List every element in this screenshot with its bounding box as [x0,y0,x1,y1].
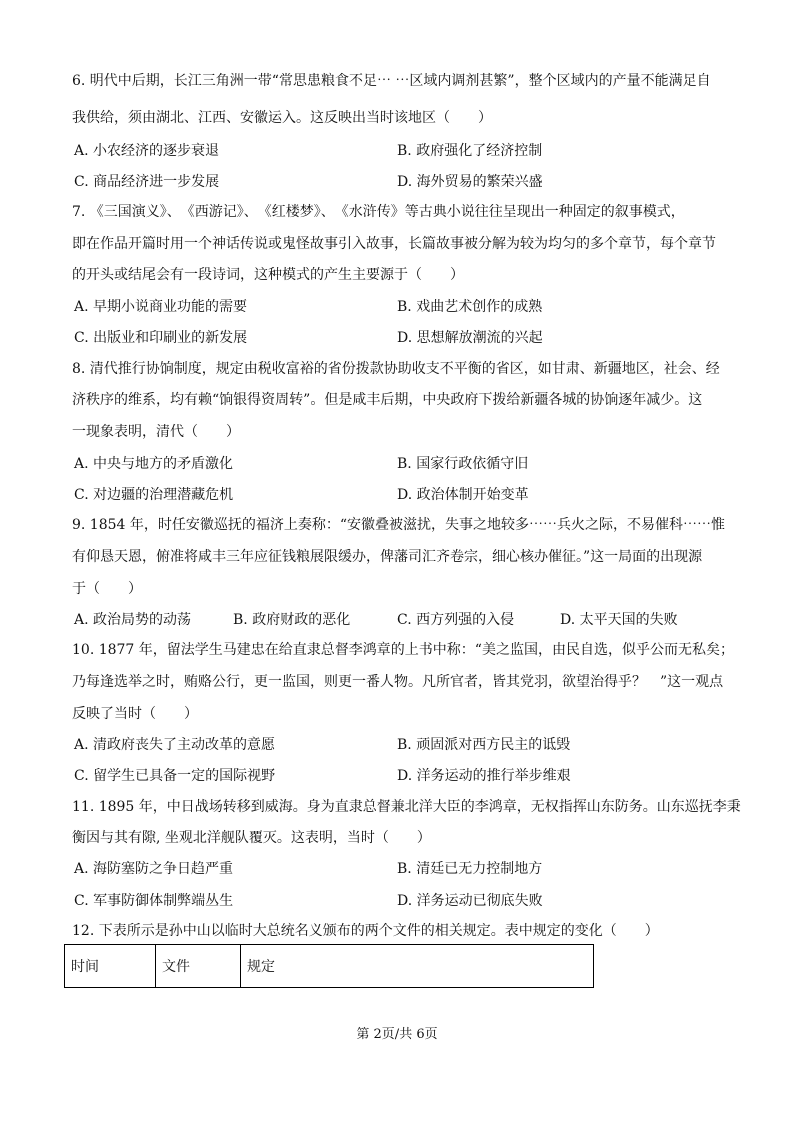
q11-option-b: B. 清廷已无力控制地方 [397,861,543,877]
q6-option-b: B. 政府强化了经济控制 [397,143,543,159]
q7-option-a: A. 早期小说商业功能的需要 [74,299,248,315]
q9-option-d: D. 太平天国的失败 [560,612,678,628]
q11-line-1: 11. 1895 年，中日战场转移到威海。身为直隶总督兼北洋大臣的李鸿章，无权指挥山东防务。山东巡抚李秉 [72,799,741,815]
q10-option-c: C. 留学生已具备一定的国际视野 [74,768,276,784]
q10-line-2: 乃每逢选举之时，贿赂公行，更一监国，则更一番人物。凡所官者，皆其党羽，欲望治得乎？ ”这一观点 [72,674,724,690]
q10-line-1: 10. 1877 年，留法学生马建忠在给直隶总督李鸿章的上书中称：“美之监国，由民自选，似乎公而无私矣； [72,642,734,658]
q9-line-2: 有仰恳天恩，俯准将咸丰三年应征钱粮展限缓办，俾藩司汇齐卷宗，细心核办催征。”这一局面的出现源 [72,549,703,565]
table-header-row [65,945,594,988]
q8-line-3: 一现象表明，清代（ ） [72,424,240,440]
q7-line-1: 7. 《三国演义》、 《西游记》、 《红楼梦》、 《水浒传》等古典小说往往呈现出一种固定的叙事模式， [72,204,685,220]
q7-option-c: C. 出版业和印刷业的新发展 [74,330,248,346]
q9-option-a: A. 政治局势的动荡 [74,612,192,628]
table-header-time: 时间 [65,945,156,988]
q6-line-2: 我供给，须由湖北、江西、安徽运入。这反映出当时该地区（ ） [72,110,492,126]
q11-option-d: D. 洋务运动已彻底失败 [397,893,543,909]
q7-line-3: 的开头或结尾会有一段诗词，这种模式的产生主要源于（ ） [72,267,464,283]
q12-line-1: 12. 下表所示是孙中山以临时大总统名义颁布的两个文件的相关规定。表中规定的变化（ ） [72,923,659,939]
q10-line-3: 反映了当时（ ） [72,706,198,722]
q7-line-2: 即在作品开篇时用一个神话传说或鬼怪故事引入故事，长篇故事被分解为较为均匀的多个章节，每个章节 [72,236,716,252]
q6-line-1: 6. 明代中后期，长江三角洲一带“常思患粮食不足⋯ ⋯区域内调剂甚繁”，整个区域内的产量不能满足自 [72,73,711,89]
regulation-table [64,944,594,988]
q7-option-d: D. 思想解放潮流的兴起 [397,330,543,346]
q9-option-b: B. 政府财政的恶化 [233,612,351,628]
q8-option-a: A. 中央与地方的矛盾激化 [74,456,234,472]
q11-line-2: 衡因与其有隙, 坐观北洋舰队覆灭。这表明，当时（ ） [72,830,431,846]
q6-option-d: D. 海外贸易的繁荣兴盛 [397,174,543,190]
q9-line-3: 于（ ） [72,581,142,597]
q8-line-2: 济秩序的维系，均有赖“饷银得资周转”。但是咸丰后期，中央政府下拨给新疆各城的协饷逐年减少。这 [72,392,703,408]
q9-option-c: C. 西方列强的入侵 [397,612,515,628]
q8-option-d: D. 政治体制开始变革 [397,487,529,503]
q11-option-a: A. 海防塞防之争日趋严重 [74,861,234,877]
table-header-document: 文件 [156,945,241,988]
q6-option-c: C. 商品经济进一步发展 [74,174,220,190]
q6-option-a: A. 小农经济的逐步衰退 [74,143,220,159]
q10-option-b: B. 顽固派对西方民主的诋毁 [397,737,571,753]
q9-line-1: 9. 1854 年，时任安徽巡抚的福济上奏称：“安徽叠被滋扰，失事之地较多⋯⋯兵火之际，不易催科⋯⋯惟 [72,517,726,533]
q10-option-a: A. 清政府丧失了主动改革的意愿 [74,737,276,753]
q8-option-b: B. 国家行政依循守旧 [397,456,529,472]
q7-option-b: B. 戏曲艺术创作的成熟 [397,299,543,315]
table-header-regulation: 规定 [241,945,594,988]
q11-option-c: C. 军事防御体制弊端丛生 [74,893,234,909]
q8-line-1: 8. 清代推行协饷制度，规定由税收富裕的省份拨款协助收支不平衡的省区，如甘肃、新疆地区，社会、经 [72,361,720,377]
q10-option-d: D. 洋务运动的推行举步维艰 [397,768,571,784]
page-footer: 第 2页/共 6页 [356,1027,438,1042]
q8-option-c: C. 对边疆的治理潜藏危机 [74,487,234,503]
